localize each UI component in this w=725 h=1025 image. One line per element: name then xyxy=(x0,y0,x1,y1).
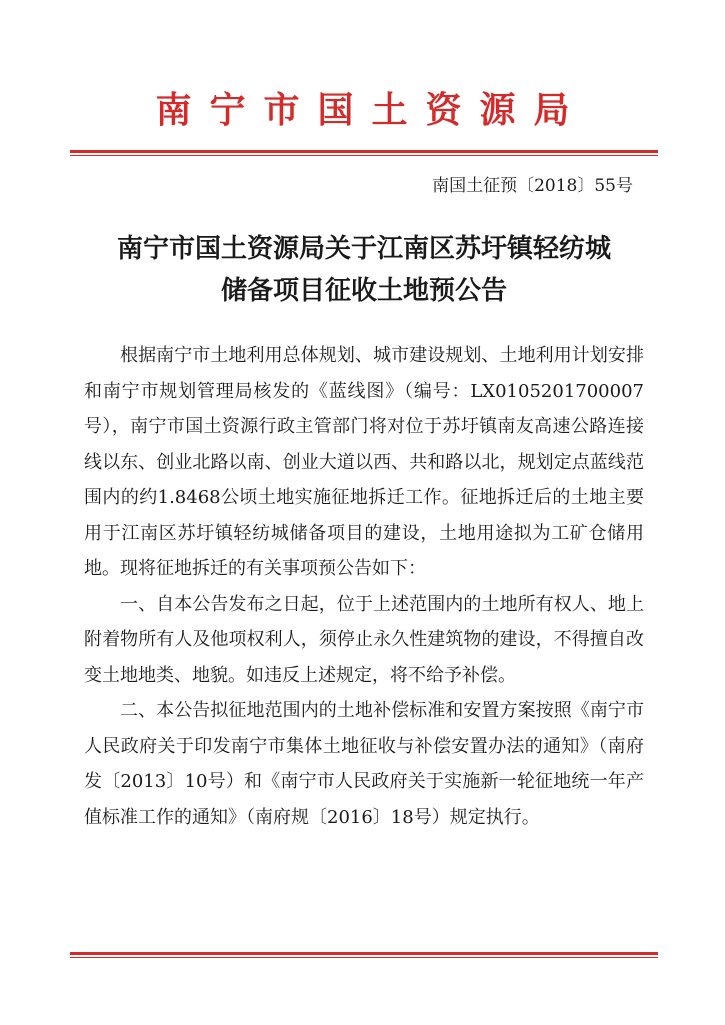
footer-red-rule xyxy=(70,952,658,958)
document-title-line-2: 储备项目征收土地预公告 xyxy=(220,276,507,306)
red-rule-thin xyxy=(70,957,658,958)
header-red-rule xyxy=(70,150,658,156)
body-paragraph-intro: 根据南宁市土地利用总体规划、城市建设规划、土地利用计划安排和南宁市规划管理局核发的《蓝线图》（编号：LX0105201700007号），南宁市国土资源行政主管部门将对位于苏圩镇南友高速公路连接线以东、创业北路以南、创业大道以西、共和路以北，规划定点蓝线范围内的约1.8468公顷土地实施征地拆迁工作。征地拆迁后的土地主要用于江南区苏圩镇轻纺城储备项目的建设，土地用途拟为工矿仓储用地。现将征地拆迁的有关事项预公告如下： xyxy=(84,345,644,579)
red-rule-thick xyxy=(70,952,658,955)
body-paragraph-item-2: 二、本公告拟征地范围内的土地补偿标准和安置方案按照《南宁市人民政府关于印发南宁市集体土地征收与补偿安置办法的通知》（南府发〔2013〕10号）和《南宁市人民政府关于实施新一轮征地统一年产值标准工作的通知》（南府规〔2016〕18号）规定执行。 xyxy=(84,700,644,828)
document-title-line-1: 南宁市国土资源局关于江南区苏圩镇轻纺城 xyxy=(116,234,611,264)
document-body xyxy=(84,338,644,835)
red-rule-thick xyxy=(70,150,658,153)
body-paragraph-item-1: 一、自本公告发布之日起，位于上述范围内的土地所有权人、地上附着物所有人及他项权利人，须停止永久性建筑物的建设，不得擅自改变土地地类、地貌。如违反上述规定，将不给予补偿。 xyxy=(84,593,644,686)
document-title xyxy=(70,228,658,312)
document-number: 南国土征预〔2018〕55号 xyxy=(432,176,633,196)
red-rule-thin xyxy=(70,155,658,156)
org-header-title: 南宁市国土资源局 xyxy=(155,89,588,131)
